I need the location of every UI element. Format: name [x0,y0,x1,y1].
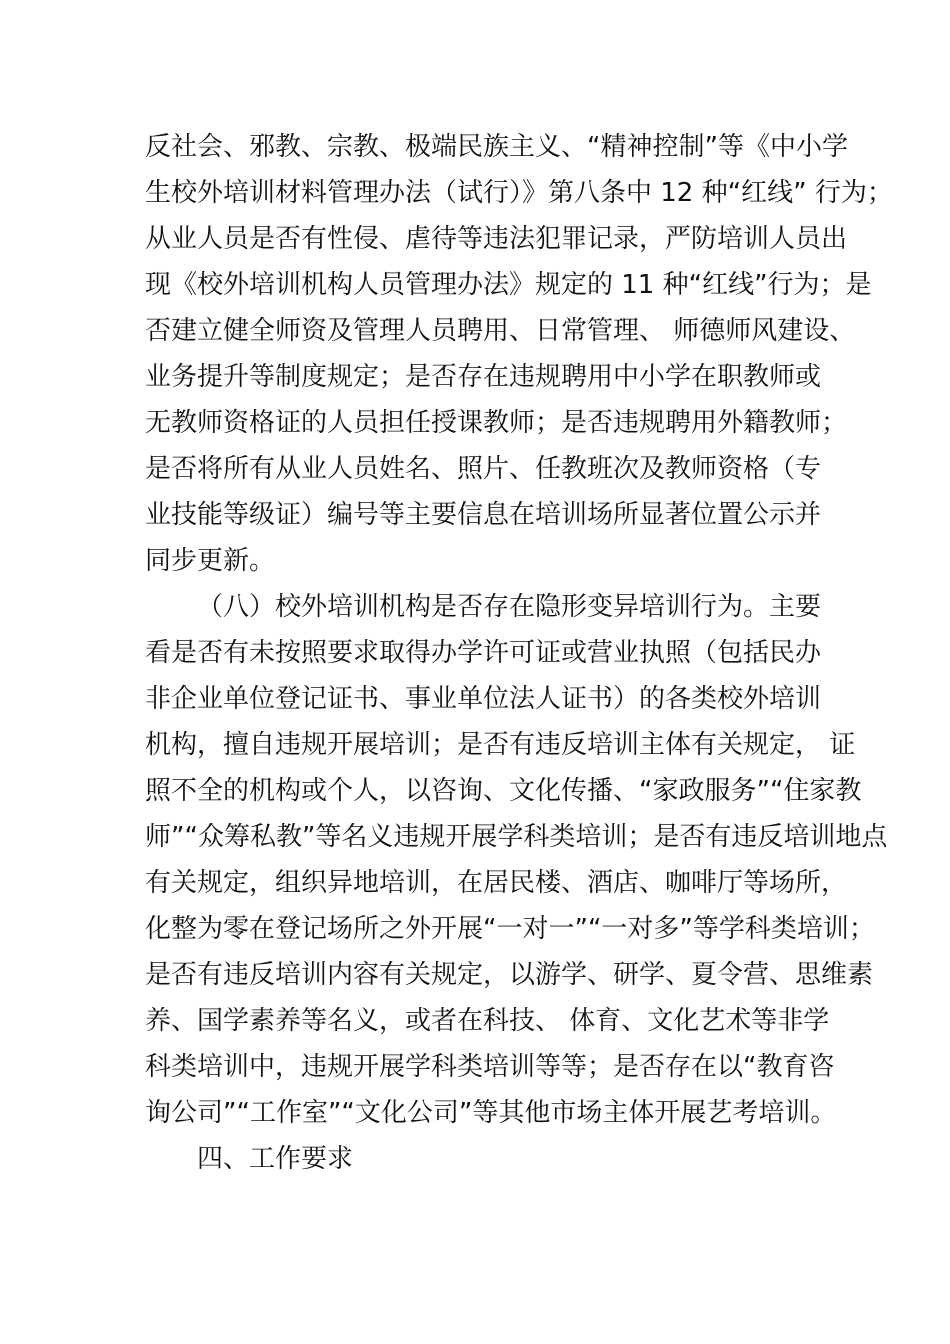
text-line: 有关规定，组织异地培训，在居民楼、酒店、咖啡厅等场所， [145,868,848,898]
text-line: 照不全的机构或个人，以咨询、文化传播、“家政服务”“住家教 [145,776,862,806]
text-line: 非企业单位登记证书、事业单位法人证书）的各类校外培训 [145,684,822,714]
text-line: 询公司”“工作室”“文化公司”等其他市场主体开展艺考培训。 [145,1098,837,1128]
text-line: 机构，擅自违规开展培训；是否有违反培训主体有关规定， 证 [145,730,856,760]
text-line: 否建立健全师资及管理人员聘用、日常管理、 师德师风建设、 [145,316,856,346]
text-line: 无教师资格证的人员担任授课教师；是否违规聘用外籍教师； [145,408,848,438]
text-line: 养、国学素养等名义，或者在科技、 体育、文化艺术等非学 [145,1006,830,1036]
text-line: 业务提升等制度规定；是否存在违规聘用中小学在职教师或 [145,362,822,392]
text-line: 同步更新。 [145,546,276,576]
text-line: 现《校外培训机构人员管理办法》规定的 11 种“红线”行为；是 [145,270,872,300]
text-line: 师”“众筹私教”等名义违规开展学科类培训；是否有违反培训地点 [145,822,888,852]
text-line: 生校外培训材料管理办法（试行）》第八条中 12 种“红线” 行为； [145,178,893,208]
text-line: 是否有违反培训内容有关规定，以游学、研学、夏令营、思维素 [145,960,874,990]
text-line: 看是否有未按照要求取得办学许可证或营业执照（包括民办 [145,638,822,668]
text-line: 是否将所有从业人员姓名、照片、任教班次及教师资格（专 [145,454,822,484]
text-line: 科类培训中，违规开展学科类培训等等；是否存在以“教育咨 [145,1052,835,1082]
text-line: 反社会、邪教、宗教、极端民族主义、“精神控制”等《中小学 [145,132,848,162]
text-line: 从业人员是否有性侵、虐待等违法犯罪记录，严防培训人员出 [145,224,848,254]
section-heading-work-requirements: 四、工作要求 [197,1144,354,1174]
body-text [145,124,893,1182]
text-line: 业技能等级证）编号等主要信息在培训场所显著位置公示并 [145,500,822,530]
section-eight-first-line: （八）校外培训机构是否存在隐形变异培训行为。主要 [197,592,822,622]
text-line: 化整为零在登记场所之外开展“一对一”“一对多”等学科类培训； [145,914,875,944]
